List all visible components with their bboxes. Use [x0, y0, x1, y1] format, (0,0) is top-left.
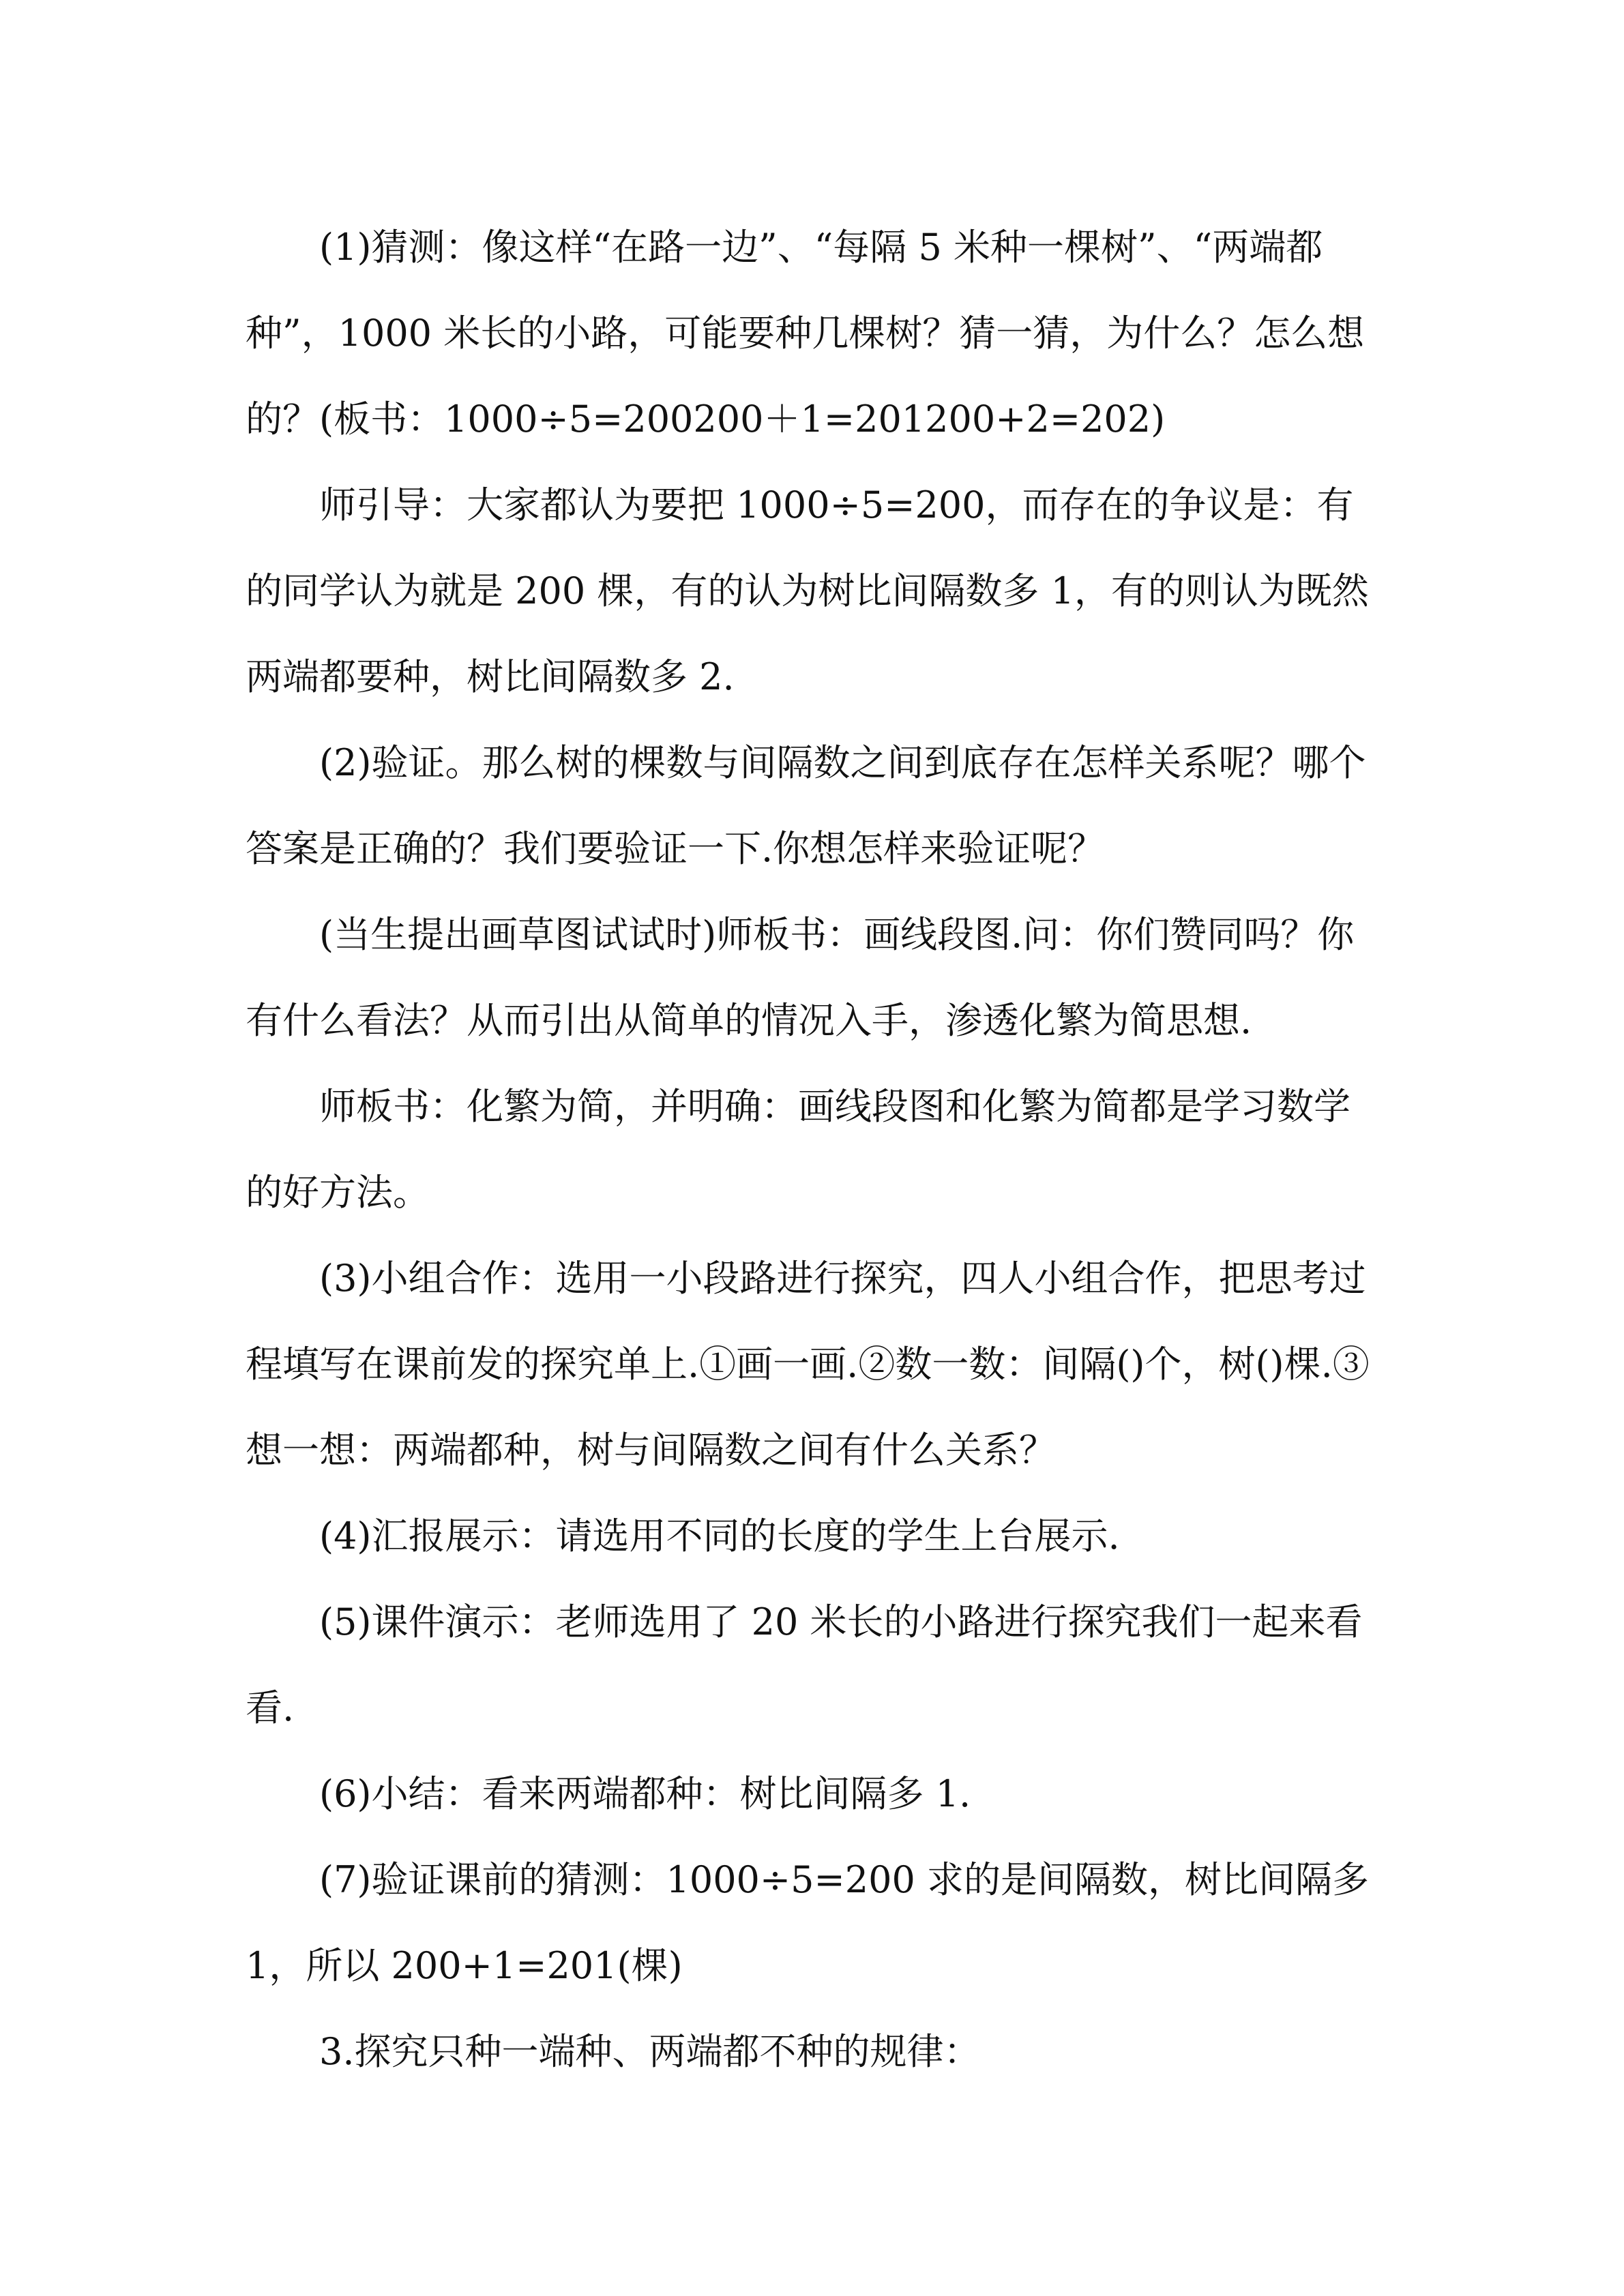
- paragraph-explore-rules: 3.探究只种一端种、两端都不种的规律：: [319, 2030, 981, 2073]
- paragraph-report-display: (4)汇报展示：请选用不同的长度的学生上台展示.: [319, 1515, 1120, 1557]
- paragraph-verification: (2)验证。那么树的棵数与间隔数之间到底存在怎样关系呢？哪个答案是正确的？我们要验证一下.你想怎样来验证呢？: [246, 741, 1366, 870]
- paragraph-summary: (6)小结：看来两端都种：树比间隔多 1.: [319, 1772, 971, 1815]
- paragraph-courseware-demo: (5)课件演示：老师选用了 20 米长的小路进行探究我们一起来看看.: [246, 1600, 1363, 1729]
- document-body: [246, 205, 1385, 2095]
- paragraph-board-simplify: 师板书：化繁为简，并明确：画线段图和化繁为简都是学习数学的好方法。: [246, 1085, 1350, 1214]
- paragraph-board-line-diagram: (当生提出画草图试试时)师板书：画线段图.问：你们赞同吗？你有什么看法？从而引出从简单的情况入手，渗透化繁为简思想.: [246, 913, 1355, 1042]
- paragraph-group-work: (3)小组合作：选用一小段路进行探究，四人小组合作，把思考过程填写在课前发的探究单上.①画一画.②数一数：间隔()个，树()棵.③想一想：两端都种，树与间隔数之间有什么关系？: [246, 1257, 1370, 1472]
- paragraph-guess: (1)猜测：像这样“在路一边”、“每隔 5 米种一棵树”、“两端都种”，1000 米长的小路，可能要种几棵树？猜一猜，为什么？怎么想的？(板书：1000÷5=200200＋1=201200+2=202): [246, 226, 1365, 441]
- paragraph-verify-guess: (7)验证课前的猜测：1000÷5=200 求的是间隔数，树比间隔多 1，所以 200+1=201(棵): [246, 1858, 1369, 1987]
- paragraph-teacher-guidance: 师引导：大家都认为要把 1000÷5=200，而存在的争议是：有的同学认为就是 200 棵，有的认为树比间隔数多 1，有的则认为既然两端都要种，树比间隔数多 2.: [246, 483, 1369, 698]
